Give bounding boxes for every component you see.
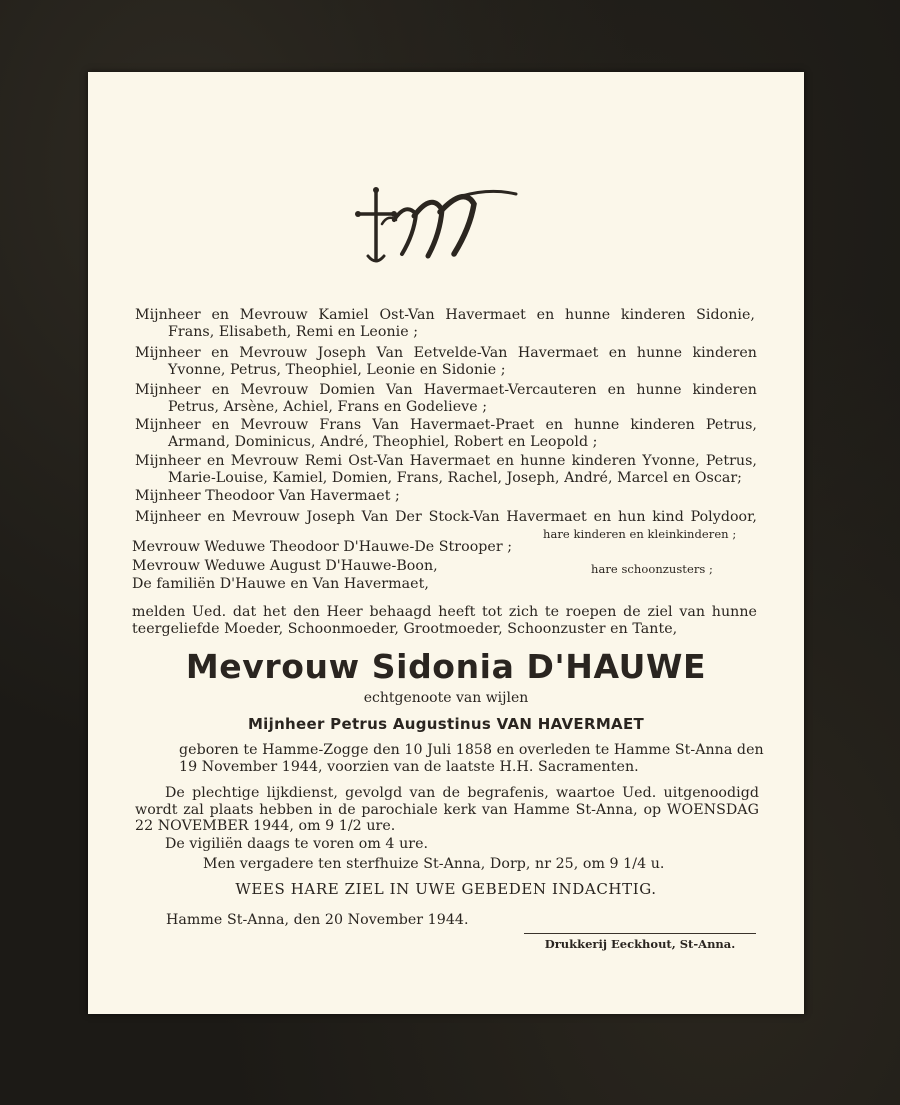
relatives-line: Petrus, Arsène, Achiel, Frans en Godelieve ;	[168, 399, 488, 415]
relatives-note: hare kinderen en kleinkinderen ;	[543, 527, 737, 541]
husband-name: Mijnheer Petrus Augustinus VAN HAVERMAET	[247, 715, 645, 733]
funeral-line: wordt zal plaats hebben in de parochiale kerk van Hamme St-Anna, op WOENSDAG	[135, 802, 759, 818]
prayer-line: WEES HARE ZIEL IN UWE GEBEDEN INDACHTIG.	[235, 880, 657, 898]
relatives-line: Mevrouw Weduwe Theodoor D'Hauwe-De Strooper ;	[132, 539, 513, 555]
relatives-line: Mijnheer en Mevrouw Frans Van Havermaet-Praet en hunne kinderen Petrus,	[135, 417, 757, 433]
relatives-line: Marie-Louise, Kamiel, Domien, Frans, Rachel, Joseph, André, Marcel en Oscar;	[168, 470, 743, 486]
relatives-line: Mijnheer Theodoor Van Havermaet ;	[135, 488, 400, 504]
relatives-line: Mijnheer en Mevrouw Remi Ost-Van Havermaet en hunne kinderen Yvonne, Petrus,	[135, 453, 757, 469]
birth-death-line: geboren te Hamme-Zogge den 10 Juli 1858 en overleden te Hamme St-Anna den	[179, 742, 764, 758]
relatives-line: Yvonne, Petrus, Theophiel, Leonie en Sidonie ;	[168, 362, 506, 378]
death-notice-card	[88, 72, 804, 1014]
relatives-note: hare schoonzusters ;	[591, 562, 713, 576]
funeral-line: De plechtige lijkdienst, gevolgd van de begrafenis, waartoe Ued. uitgenoodigd	[165, 785, 759, 801]
announcement-line: teergeliefde Moeder, Schoonmoeder, Grootmoeder, Schoonzuster en Tante,	[132, 621, 678, 637]
relatives-line: Mijnheer en Mevrouw Joseph Van Der Stock-Van Havermaet en hun kind Polydoor,	[135, 509, 757, 525]
vigil-line: De vigiliën daags te voren om 4 ure.	[165, 836, 429, 852]
relatives-line: Armand, Dominicus, André, Theophiel, Robert en Leopold ;	[168, 434, 598, 450]
gathering-line: Men vergadere ten sterfhuize St-Anna, Dorp, nr 25, om 9 1/4 u.	[203, 856, 665, 872]
deceased-name: Mevrouw Sidonia D'HAUWE	[185, 647, 707, 686]
relatives-line: Mijnheer en Mevrouw Kamiel Ost-Van Havermaet en hunne kinderen Sidonie,	[135, 307, 755, 323]
relatives-line: Frans, Elisabeth, Remi en Leonie ;	[168, 324, 419, 340]
relation-text: echtgenoote van wijlen	[363, 690, 529, 706]
announcement-line: melden Ued. dat het den Heer behaagd heeft tot zich te roepen de ziel van hunne	[132, 604, 757, 620]
relatives-line: De familiën D'Hauwe en Van Havermaet,	[132, 576, 429, 592]
relatives-line: Mevrouw Weduwe August D'Hauwe-Boon,	[132, 558, 438, 574]
birth-death-line: 19 November 1944, voorzien van de laatste H.H. Sacramenten.	[179, 759, 639, 775]
signature-divider	[524, 933, 756, 934]
cross-monogram-icon	[354, 184, 520, 268]
relatives-line: Mijnheer en Mevrouw Domien Van Havermaet-Vercauteren en hunne kinderen	[135, 382, 757, 398]
relatives-line: Mijnheer en Mevrouw Joseph Van Eetvelde-Van Havermaet en hunne kinderen	[135, 345, 757, 361]
printer-credit: Drukkerij Eeckhout, St-Anna.	[544, 937, 736, 951]
funeral-line: 22 NOVEMBER 1944, om 9 1/2 ure.	[135, 818, 396, 834]
place-date: Hamme St-Anna, den 20 November 1944.	[166, 912, 469, 928]
